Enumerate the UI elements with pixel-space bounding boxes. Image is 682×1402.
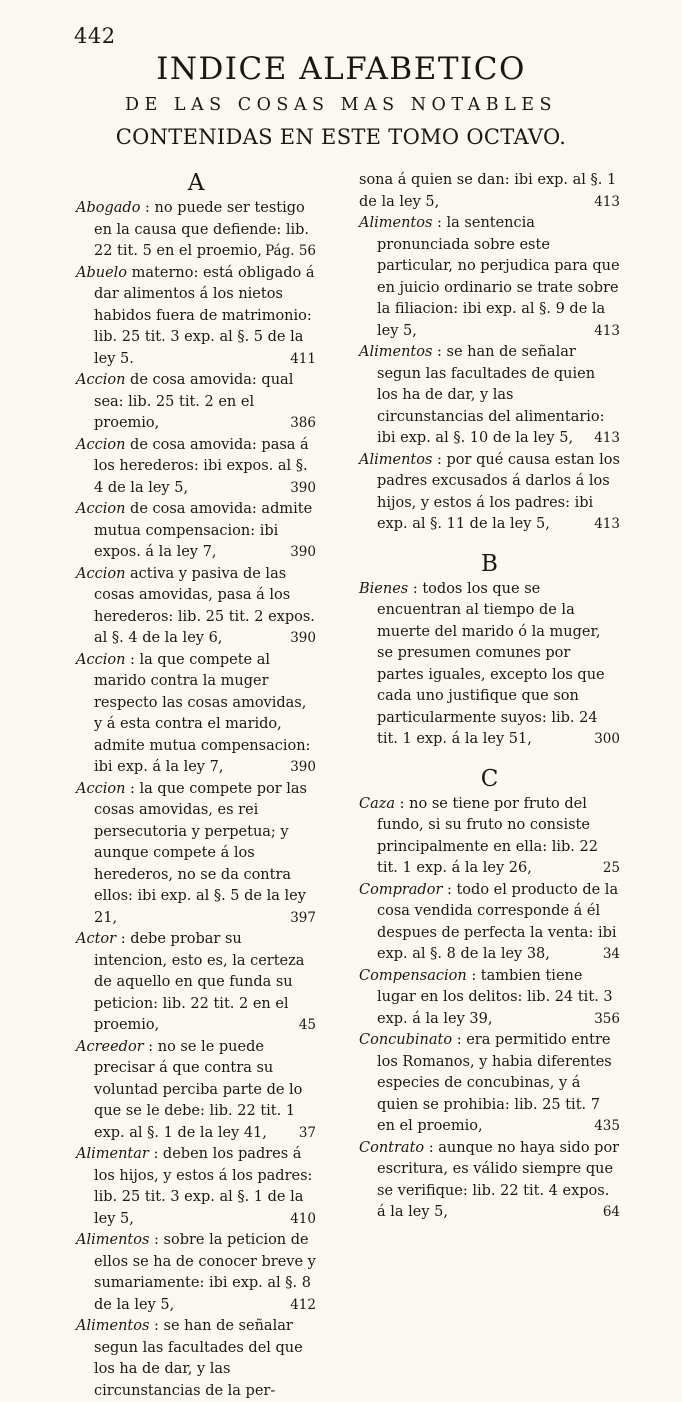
index-entry [359, 579, 620, 751]
index-entry [359, 966, 620, 1031]
entry-headword: Abuelo [76, 264, 128, 281]
index-title: INDICE ALFABETICO [156, 51, 526, 87]
entry-headword: Alimentos [359, 451, 433, 468]
index-entry [76, 1316, 316, 1402]
index-entry [76, 1144, 316, 1230]
entry-text: de cosa amovida: qual sea: lib. 25 tit. 2 en el proemio, [94, 372, 294, 431]
entry-text: : la sentencia pronunciada sobre este particular, no perjudica para que en juicio ordinario se trate sobre la filiacion: ibi exp. al §. 9 de la ley 5, [377, 215, 620, 339]
entry-page: 34 [602, 946, 620, 962]
entry-headword: Alimentos [359, 344, 433, 360]
entry-page: 412 [290, 1296, 316, 1313]
entry-page: 64 [602, 1204, 620, 1220]
entry-headword: Comprador [359, 881, 443, 898]
index-entry-continuation [359, 170, 620, 213]
index-entry [359, 1030, 620, 1138]
entry-page: 397 [290, 909, 316, 926]
entry-page: 25 [602, 860, 620, 876]
entry-page: 390 [290, 479, 316, 496]
entry-headword: Accion [76, 372, 126, 388]
entry-headword: Alimentos [359, 215, 433, 231]
entry-page: 390 [290, 630, 316, 646]
entry-text: activa y pasiva de las cosas amovidas, pasa á los herederos: lib. 25 tit. 2 expos. al §. 4 de la ley 6, [94, 565, 315, 646]
section-letter-c: C [480, 765, 499, 792]
entry-text: de cosa amovida: admite mutua compensacion: ibi expos. á la ley 7, [94, 501, 313, 560]
entry-headword: Accion [76, 501, 126, 517]
entry-headword: Alimentos [76, 1318, 150, 1334]
index-subtitle: DE LAS COSAS MAS NOTABLES [125, 95, 557, 115]
entry-text: : no puede ser testigo en la causa que defiende: lib. 22 tit. 5 en el proemio, [94, 200, 310, 259]
entry-page: 413 [594, 193, 620, 210]
right-entries-b [359, 579, 620, 751]
index-entry [76, 263, 316, 371]
entry-text: materno: está obligado á dar alimentos á los nietos habidos fuera de matrimonio: lib. 25 tit. 3 exp. al §. 5 de la ley 5. [94, 264, 315, 367]
index-entry [76, 650, 316, 779]
entry-headword: Accion [76, 651, 126, 668]
entry-text: : no se tiene por fruto del fundo, si su fruto no consiste principalmente en ella: lib. 22 tit. 1 exp. á la ley 26, [377, 795, 598, 876]
index-entry [359, 213, 620, 342]
entry-page: 356 [594, 1010, 620, 1027]
entry-text: : todo el producto de la cosa vendida corresponde á él despues de perfecta la venta: ibi exp. al §. 8 de la ley 38, [377, 881, 619, 962]
entry-headword: Accion [76, 565, 126, 582]
entry-text: : sobre la peticion de ellos se ha de conocer breve y sumariamente: ibi exp. al §. 8 de la ley 5, [94, 1232, 316, 1313]
entry-headword: Accion [76, 436, 126, 453]
section-letter-a: A [187, 170, 205, 196]
entry-headword: Contrato [359, 1139, 425, 1156]
index-entry [76, 370, 316, 435]
index-entry [76, 198, 316, 263]
entry-headword: Compensacion [359, 967, 467, 984]
entry-headword: Alimentar [76, 1146, 149, 1162]
entry-page: 390 [290, 759, 316, 775]
index-entry [359, 1138, 620, 1224]
entry-page: 45 [298, 1017, 316, 1033]
index-entry [359, 794, 620, 880]
entry-page: 411 [290, 350, 316, 367]
entry-text: : por qué causa estan los padres excusados á darlos á los hijos, y estos á los padres: ibi exp. al §. 11 de la ley 5, [377, 451, 620, 532]
entry-page: 300 [594, 731, 620, 747]
page-number: 442 [74, 24, 116, 48]
entry-page: 386 [290, 415, 316, 431]
entry-page: 390 [290, 544, 316, 560]
entry-page: 413 [594, 516, 620, 532]
right-column [359, 170, 620, 1224]
index-entry [76, 779, 316, 930]
entry-text: : era permitido entre los Romanos, y habia diferentes especies de concubinas, y á quien se prohibia: lib. 25 tit. 7 en el proemio, [377, 1032, 612, 1134]
entry-headword: Alimentos [76, 1232, 150, 1248]
section-letter-b: B [481, 550, 498, 577]
entry-headword: Actor [76, 931, 117, 947]
entry-text: : deben los padres á los hijos, y estos á los padres: lib. 25 tit. 3 exp. al §. 1 de la ley 5, [94, 1146, 313, 1227]
entry-text: : se han de señalar segun las facultades de quien los ha de dar, y las circunstancias del alimentario: ibi exp. al §. 10 de la ley 5, [377, 344, 605, 446]
entry-text: : no se le puede precisar á que contra su voluntad perciba parte de lo que se le debe: lib. 22 tit. 1 exp. al §. 1 de la ley 41, [94, 1038, 303, 1141]
index-entry [76, 564, 316, 650]
index-entry [76, 1230, 316, 1316]
entry-text: : la que compete por las cosas amovidas, es rei persecutoria y perpetua; y aunque compete á los herederos, no se da contra ellos: ibi exp. al §. 5 de la ley 21, [94, 780, 307, 926]
entry-text: de cosa amovida: pasa á los herederos: ibi expos. al §. 4 de la ley 5, [94, 436, 309, 496]
index-subtitle-2: CONTENIDAS EN ESTE TOMO OCTAVO. [115, 125, 567, 149]
entry-headword: Concubinato [359, 1032, 453, 1048]
right-entries-c [359, 794, 620, 1224]
entry-text: : tambien tiene lugar en los delitos: lib. 24 tit. 3 exp. á la ley 39, [377, 967, 613, 1027]
entry-headword: Bienes [359, 580, 409, 597]
entry-page: 410 [290, 1210, 316, 1227]
entry-text: sona á quien se dan: ibi exp. al §. 1 de la ley 5, [359, 172, 617, 210]
entry-page: 413 [594, 430, 620, 446]
entry-text: : la que compete al marido contra la muger respecto las cosas amovidas, y á esta contra el marido, admite mutua compensacion: ibi exp. á la ley 7, [94, 651, 311, 775]
index-entry [359, 342, 620, 450]
entry-page: Pág. 56 [265, 243, 316, 259]
entry-page: 37 [298, 1124, 316, 1141]
index-entry [76, 499, 316, 564]
entry-text: : todos los que se encuentran al tiempo de la muerte del marido ó la muger, se presumen comunes por partes iguales, excepto los que cada uno justifique que son particularmente suyos: lib. 24 tit. 1 exp. á la ley 51, [377, 580, 605, 747]
entry-text: : aunque no haya sido por escritura, es válido siempre que se verifique: lib. 22 tit. 4 expos. á la ley 5, [377, 1139, 620, 1220]
index-entry [76, 1037, 316, 1145]
entry-headword: Accion [76, 780, 126, 797]
entry-page: 435 [594, 1118, 620, 1134]
index-entry [359, 450, 620, 536]
entry-text: : se han de señalar segun las facultades del que los ha de dar, y las circunstancias de la per- [94, 1318, 303, 1399]
entry-text: : debe probar su intencion, esto es, la certeza de aquello en que funda su peticion: lib. 22 tit. 2 en el proemio, [94, 931, 305, 1033]
left-column [76, 168, 316, 1402]
left-entries [76, 198, 316, 1402]
index-entry [76, 435, 316, 500]
right-entries-a [359, 213, 620, 536]
index-entry [359, 880, 620, 966]
entry-page: 413 [594, 322, 620, 339]
entry-headword: Acreedor [76, 1038, 144, 1055]
index-entry [76, 929, 316, 1037]
entry-headword: Abogado [76, 200, 141, 216]
entry-headword: Caza [359, 795, 396, 812]
